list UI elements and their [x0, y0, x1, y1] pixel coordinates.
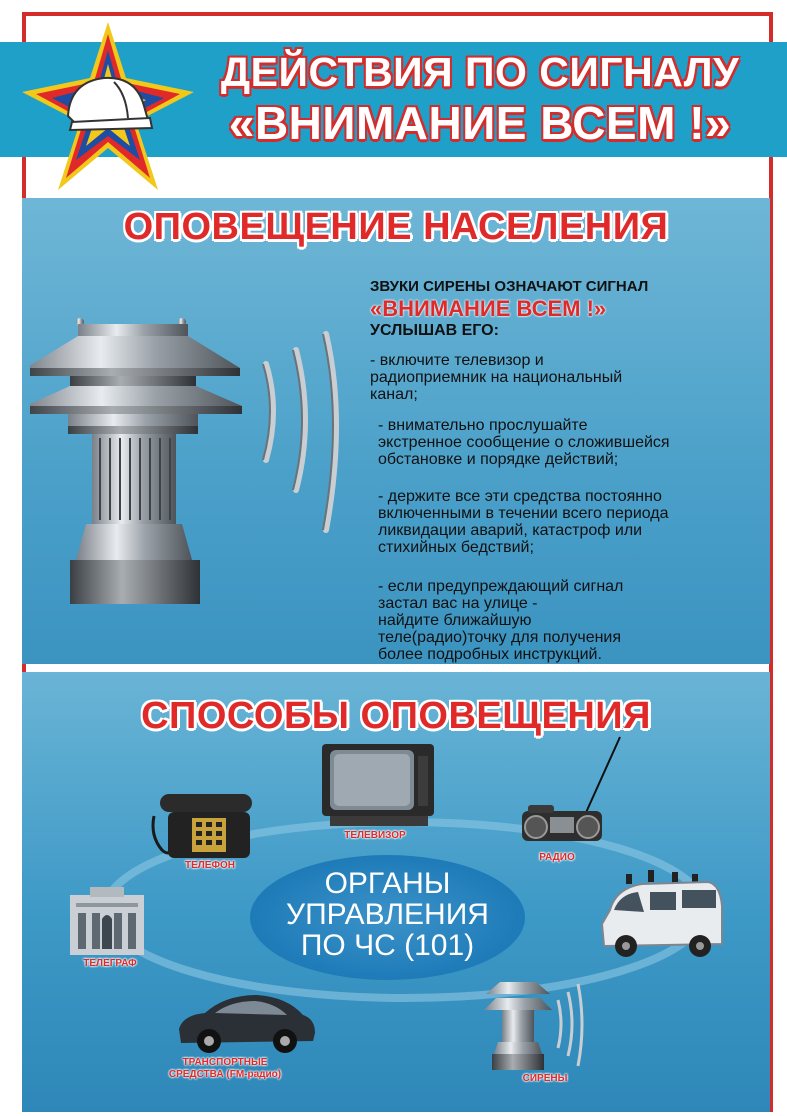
method-label-telephone: ТЕЛЕФОН	[185, 860, 235, 871]
method-label-transport-line1: ТРАНСПОРТНЫЕ	[182, 1057, 268, 1068]
television-icon	[320, 742, 438, 828]
instruction-item: - внимательно прослушайте экстренное сообщение о сложившейся обстановке и порядке действий;	[378, 417, 670, 468]
center-title	[250, 868, 525, 961]
instructions-block	[370, 278, 760, 677]
instruction-item: - включите телевизор и радиоприемник на национальный канал;	[370, 352, 623, 403]
siren-meaning-text: ЗВУКИ СИРЕНЫ ОЗНАЧАЮТ СИГНАЛ	[370, 278, 649, 295]
car-icon	[175, 985, 317, 1055]
method-label-sirens: СИРЕНЫ	[522, 1073, 568, 1084]
method-label-transport-line2: СРЕДСТВА (FM-радио)	[168, 1069, 282, 1080]
instruction-item: - держите все эти средства постоянно включенными в течении всего периода ликвидации аварий, катастроф или стихийных бедствий;	[378, 488, 669, 556]
radio-icon	[516, 735, 622, 850]
van-icon	[596, 866, 726, 962]
telephone-icon	[146, 788, 256, 860]
center-title-line: ОРГАНЫ	[324, 867, 451, 900]
signal-name-text: «ВНИМАНИЕ ВСЕМ !»	[370, 296, 607, 321]
center-title-line: УПРАВЛЕНИЯ	[286, 898, 489, 931]
header-title-line1: ДЕЙСТВИЯ ПО СИГНАЛУ	[220, 49, 740, 95]
method-label-transport	[150, 1057, 300, 1081]
header-title	[190, 48, 770, 150]
center-title-line: ПО ЧС (101)	[300, 929, 475, 962]
method-label-telegraph: ТЕЛЕГРАФ	[83, 958, 137, 969]
section-title-methods: СПОСОБЫ ОПОВЕЩЕНИЯ	[141, 695, 651, 737]
upon-hearing-text: УСЛЫШАВ ЕГО:	[370, 322, 499, 339]
siren-icon	[484, 978, 584, 1072]
emblem-star-icon	[18, 20, 198, 200]
method-label-television: ТЕЛЕВИЗОР	[344, 830, 406, 841]
instruction-item: - если предупреждающий сигнал застал вас на улице - найдите ближайшую теле(радио)точку для получения более подробных инструкций.	[378, 578, 624, 663]
siren-icon	[30, 310, 350, 610]
header-title-line2: «ВНИМАНИЕ ВСЕМ !»	[228, 97, 732, 149]
method-label-radio: РАДИО	[539, 852, 575, 863]
section-title-notification: ОПОВЕЩЕНИЕ НАСЕЛЕНИЯ	[123, 206, 669, 248]
building-icon	[70, 885, 144, 955]
